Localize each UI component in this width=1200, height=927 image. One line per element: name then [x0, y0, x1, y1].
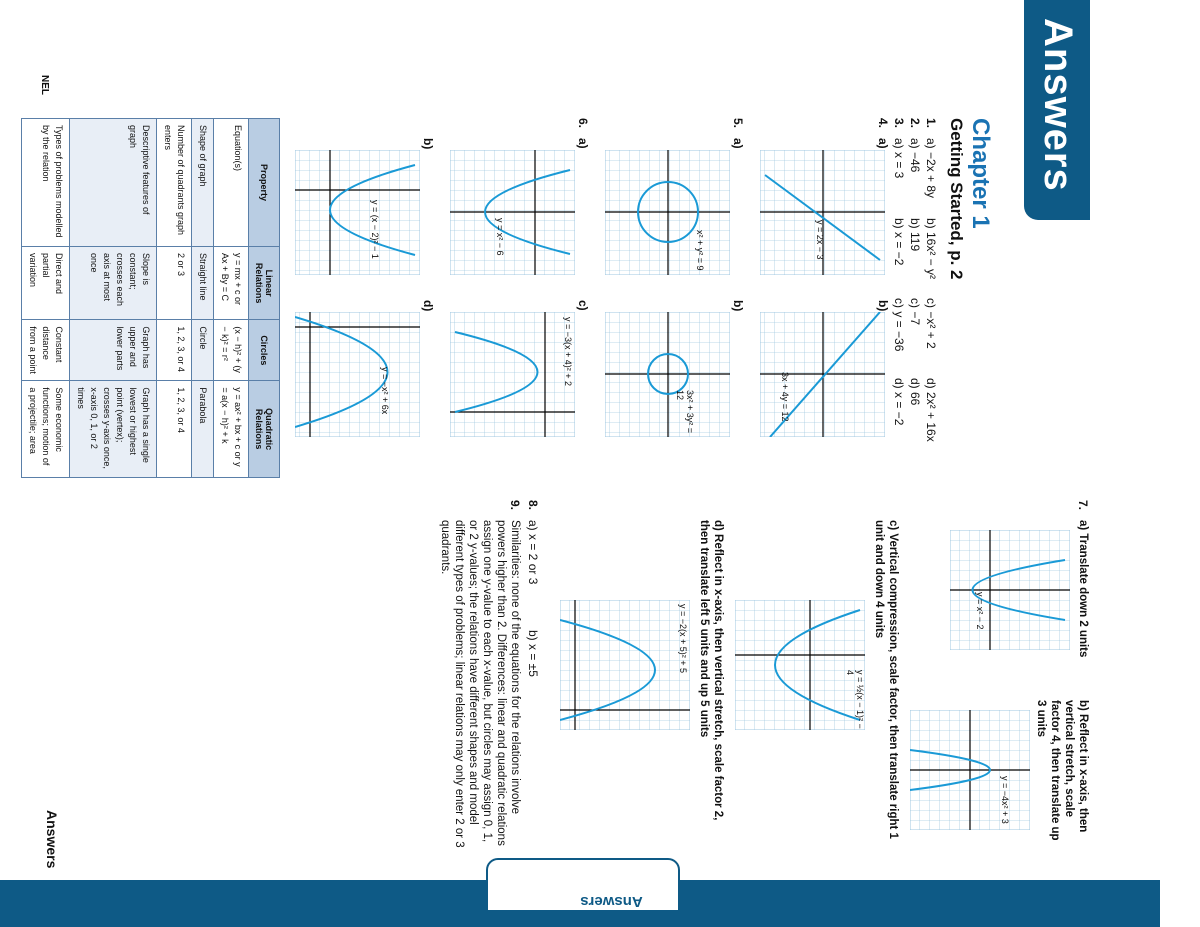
- table-cell: Some economic functions; motion of a projectile; area: [22, 381, 70, 478]
- table-cell: Direct and partial variation: [22, 247, 70, 320]
- table-cell: Graph has upper and lower parts: [70, 320, 157, 381]
- q4-a-label: a): [876, 138, 890, 149]
- comparison-table: [21, 118, 280, 478]
- header-tab: [1024, 0, 1090, 220]
- table-cell: Types of problems modelled by the relation: [22, 119, 70, 247]
- table-header: Property: [249, 119, 280, 247]
- q2-num: 2.: [908, 118, 922, 129]
- q6-b-label: b): [421, 138, 435, 150]
- eq-6d: y = −x² + 6x: [380, 367, 390, 415]
- q6-c-label: c): [576, 300, 590, 311]
- q2-c: c) −7: [908, 298, 922, 326]
- table-row: [214, 119, 249, 478]
- q1-d: d) 2x² + 16x: [924, 378, 938, 442]
- q6-a-label: a): [576, 138, 590, 149]
- q3-row: [891, 118, 906, 425]
- table-header: Quadratic Relations: [249, 381, 280, 478]
- q6-d-label: d): [421, 300, 435, 312]
- q7-d-text: d) Reflect in x-axis, then vertical stretch, scale factor 2, then translate left 5 units and up 5 units: [698, 520, 724, 821]
- graph-7c: [735, 600, 865, 730]
- graph-5b: [605, 312, 730, 437]
- table-cell: Shape of graph: [192, 119, 214, 247]
- table-row: [70, 119, 157, 478]
- q3-c: c) y = −36: [892, 298, 906, 352]
- q7-num: 7.: [1076, 500, 1090, 511]
- q8-row: [525, 500, 540, 677]
- publisher-label: NEL: [39, 75, 50, 95]
- q3-a: a) x = 3: [892, 138, 906, 179]
- chapter-title: Chapter 1: [967, 118, 994, 229]
- graph-6c: [450, 312, 575, 437]
- table-row: [157, 119, 192, 478]
- table-cell: Straight line: [192, 247, 214, 320]
- graph-7b: [910, 710, 1030, 830]
- table-cell: Equation(s): [214, 119, 249, 247]
- eq-5b: 3x² + 3y² = 12: [675, 390, 695, 434]
- table-header: Circles: [249, 320, 280, 381]
- table-header: Linear Relations: [249, 247, 280, 320]
- side-tab-label: Answers: [580, 892, 643, 910]
- graph-7a: [950, 530, 1070, 650]
- header-title: Answers: [1036, 18, 1080, 192]
- q5-num: 5.: [731, 118, 745, 129]
- table-row: [22, 119, 70, 478]
- q3-num: 3.: [892, 118, 906, 129]
- footer-section: Answers: [44, 810, 60, 869]
- q2-b: b) 119: [908, 218, 922, 252]
- table-cell: Slope is constant; crosses each axis at most once: [70, 247, 157, 320]
- q4-b-label: b): [876, 300, 890, 312]
- q8-num: 8.: [526, 500, 540, 511]
- q1-c: c) −x² + 2: [924, 298, 938, 349]
- q8-b: b) x = ±5: [526, 630, 540, 677]
- eq-7d: y = −2(x + 5)² + 5: [678, 604, 688, 674]
- eq-5a: x² + y² = 9: [695, 230, 705, 271]
- q2-d: d) 66: [908, 378, 922, 406]
- table-cell: 2 or 3: [157, 247, 192, 320]
- q1-row: [923, 118, 938, 442]
- q1-b: b) 16x² − y²: [924, 218, 938, 280]
- graph-6b: [295, 150, 420, 275]
- eq-7a: y = x² − 2: [975, 592, 985, 630]
- q2-a: a) −46: [908, 138, 922, 173]
- q1-a: a) −2x + 8y: [924, 138, 938, 199]
- graph-6a: [450, 150, 575, 275]
- eq-6a: y = x² − 6: [495, 218, 505, 256]
- eq-6b: y = (x − 2)² − 1: [370, 200, 380, 259]
- table-cell: Number of quadrants graph enters: [157, 119, 192, 247]
- table-cell: y = mx + c or Ax + By = C: [214, 247, 249, 320]
- q7-b-text: b) Reflect in x-axis, then vertical stretch, scale factor 4, then translate up 3 units: [1035, 700, 1089, 841]
- q3-d: d) x = −2: [892, 378, 906, 426]
- table-cell: y = ax² + bx + c or y = a(x − h)² + k: [214, 381, 249, 478]
- eq-6c: y = −3(x + 4)² + 2: [563, 317, 573, 387]
- graph-4b: [760, 312, 885, 437]
- graph-4a: [760, 150, 885, 275]
- table-cell: (x − h)² + (y − k)² = r²: [214, 320, 249, 381]
- table-cell: Graph has a single lowest or highest point (vertex); crosses y-axis once, x-axis 0, 1, or 2 times: [70, 381, 157, 478]
- eq-7c: y = ½(x − 1)² − 4: [845, 670, 865, 729]
- table-cell: Parabola: [192, 381, 214, 478]
- q1-num: 1.: [924, 118, 938, 129]
- q9-num: 9.: [508, 500, 522, 511]
- side-tab: [486, 858, 680, 912]
- graph-6d: [295, 312, 420, 437]
- table-cell: Descriptive features of graph: [70, 119, 157, 247]
- eq-4a: y = 2x − 3: [815, 220, 825, 260]
- eq-7b: y = −4x² + 3: [1000, 776, 1010, 824]
- table-cell: 1, 2, 3, or 4: [157, 320, 192, 381]
- table-cell: Constant distance from a point: [22, 320, 70, 381]
- q7-a-text: a) Translate down 2 units: [1077, 520, 1089, 658]
- q7-c-text: c) Vertical compression, scale factor, then translate right 1 unit and down 4 units: [873, 520, 899, 839]
- table-cell: 1, 2, 3, or 4: [157, 381, 192, 478]
- table-header-row: [249, 119, 280, 478]
- table-cell: Circle: [192, 320, 214, 381]
- q3-b: b) x = −2: [892, 218, 906, 266]
- q5-a-label: a): [731, 138, 745, 149]
- q2-row: [907, 118, 922, 405]
- graph-7d: [560, 600, 690, 730]
- eq-4b: 3x + 4y = 12: [780, 372, 790, 422]
- q6-num: 6.: [576, 118, 590, 129]
- q8-a: a) x = 2 or 3: [526, 520, 540, 585]
- q9-text: Similarities: none of the equations for the relations involve powers higher than 2. Differences: linear and quadratic relations assign one y-value to each x-value, but circles may assign 0, 1, or 2 y-values; the relations have different shapes and model different types of problems; linear relations may only enter 2 or 3 quadrants.: [439, 520, 521, 848]
- graph-5a: [605, 150, 730, 275]
- table-row: [192, 119, 214, 478]
- q5-b-label: b): [731, 300, 745, 312]
- q4-num: 4.: [876, 118, 890, 129]
- section-title: Getting Started, p. 2: [947, 118, 966, 280]
